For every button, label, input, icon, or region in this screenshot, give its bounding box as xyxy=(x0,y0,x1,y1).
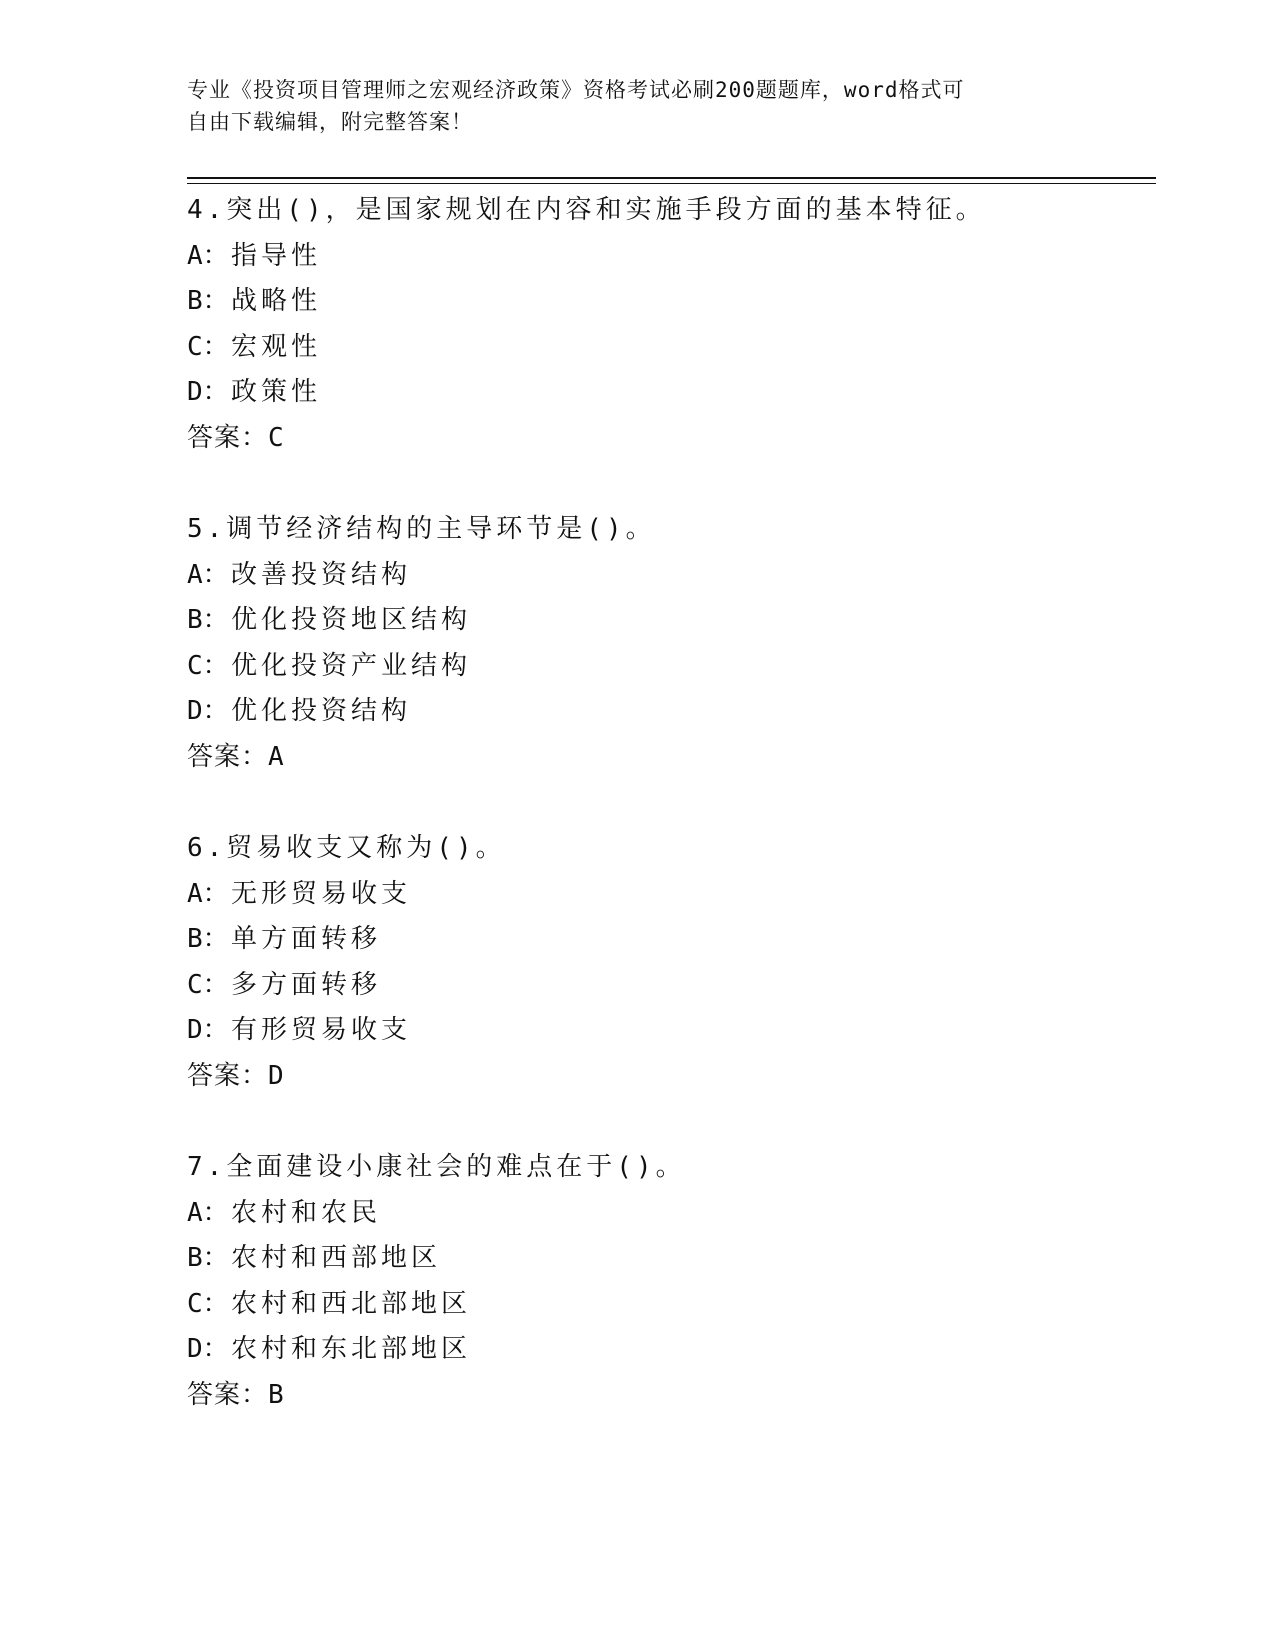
option-text: 有形贸易收支 xyxy=(231,1015,412,1046)
question-stem: 7.全面建设小康社会的难点在于()。 xyxy=(187,1152,686,1182)
option-c xyxy=(187,1282,1147,1328)
option-text: 优化投资产业结构 xyxy=(231,650,472,681)
answer-line: 答案：A xyxy=(187,741,285,772)
option-key: A： xyxy=(187,240,229,271)
option-a xyxy=(187,872,1147,918)
option-text: 农村和西北部地区 xyxy=(231,1288,472,1319)
option-text: 无形贸易收支 xyxy=(231,878,412,909)
option-d xyxy=(187,689,1147,735)
option-key: B： xyxy=(187,924,229,955)
option-b xyxy=(187,917,1147,963)
option-key: A： xyxy=(187,1197,229,1228)
option-key: C： xyxy=(187,650,229,681)
question-4 xyxy=(187,188,1147,462)
option-text: 优化投资结构 xyxy=(231,696,412,727)
option-b xyxy=(187,1236,1147,1282)
option-d xyxy=(187,1327,1147,1373)
option-key: C： xyxy=(187,969,229,1000)
question-stem: 5.调节经济结构的主导环节是()。 xyxy=(187,514,656,544)
option-key: A： xyxy=(187,878,229,909)
answer-line: 答案：B xyxy=(187,1379,285,1410)
question-6 xyxy=(187,826,1147,1100)
option-b xyxy=(187,598,1147,644)
option-key: B： xyxy=(187,1243,229,1274)
option-text: 农村和西部地区 xyxy=(231,1243,442,1274)
option-a xyxy=(187,1191,1147,1237)
option-key: C： xyxy=(187,331,229,362)
header-line-1: 专业《投资项目管理师之宏观经济政策》资格考试必刷200题题库，word格式可 xyxy=(187,78,965,102)
option-d xyxy=(187,370,1147,416)
option-text: 战略性 xyxy=(231,286,322,317)
option-text: 单方面转移 xyxy=(231,924,382,955)
option-d xyxy=(187,1008,1147,1054)
option-a xyxy=(187,234,1147,280)
header-divider-thin xyxy=(187,183,1156,184)
document-header xyxy=(187,74,1067,138)
option-text: 政策性 xyxy=(231,377,322,408)
option-c xyxy=(187,644,1147,690)
option-key: D： xyxy=(187,377,229,408)
option-text: 指导性 xyxy=(231,240,322,271)
answer-line: 答案：C xyxy=(187,422,285,453)
option-a xyxy=(187,553,1147,599)
option-text: 农村和农民 xyxy=(231,1197,382,1228)
option-key: A： xyxy=(187,559,229,590)
option-c xyxy=(187,963,1147,1009)
question-7 xyxy=(187,1145,1147,1419)
option-b xyxy=(187,279,1147,325)
option-key: B： xyxy=(187,605,229,636)
question-stem: 6.贸易收支又称为()。 xyxy=(187,833,506,863)
option-text: 宏观性 xyxy=(231,331,322,362)
option-text: 农村和东北部地区 xyxy=(231,1334,472,1365)
option-text: 优化投资地区结构 xyxy=(231,605,472,636)
option-text: 多方面转移 xyxy=(231,969,382,1000)
answer-line: 答案：D xyxy=(187,1060,285,1091)
option-key: D： xyxy=(187,1015,229,1046)
option-text: 改善投资结构 xyxy=(231,559,412,590)
option-key: B： xyxy=(187,286,229,317)
header-line-2: 自由下载编辑，附完整答案！ xyxy=(187,110,473,134)
option-key: C： xyxy=(187,1288,229,1319)
option-key: D： xyxy=(187,696,229,727)
option-key: D： xyxy=(187,1334,229,1365)
question-stem: 4.突出()，是国家规划在内容和实施手段方面的基本特征。 xyxy=(187,195,986,225)
header-divider-thick xyxy=(187,177,1156,179)
option-c xyxy=(187,325,1147,371)
question-5 xyxy=(187,507,1147,781)
